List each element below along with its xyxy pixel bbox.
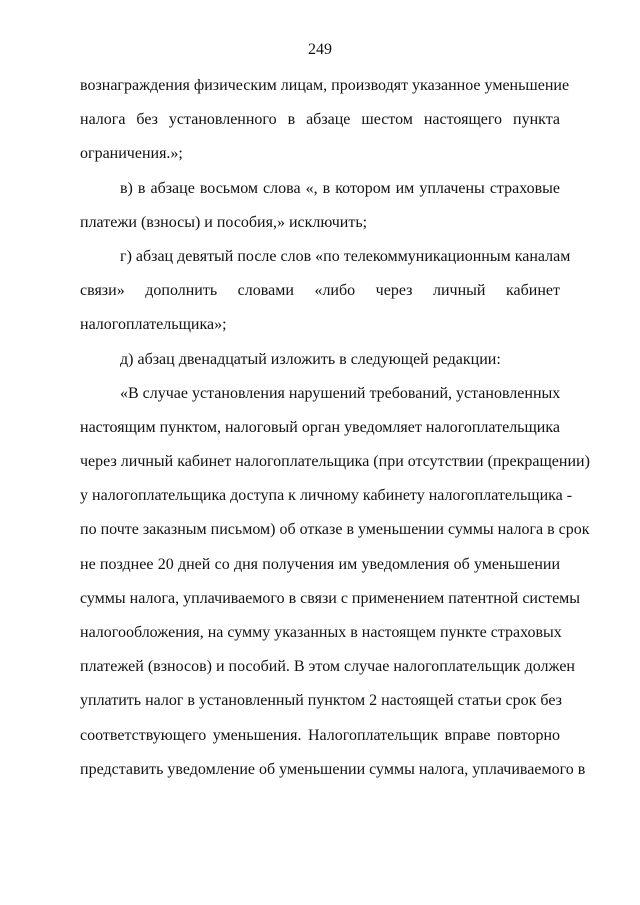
text-line: в) в абзаце восьмом слова «, в котором им уплачены страховые	[120, 179, 560, 197]
text-line: представить уведомление об уменьшении суммы налога, уплачиваемого в	[80, 760, 586, 778]
text-line: соответствующего уменьшения. Налогоплательщик вправе повторно	[80, 726, 560, 744]
text-line: г) абзац девятый после слов «по телекоммуникационным каналам	[120, 247, 571, 265]
text-line: налога без установленного в абзаце шестом настоящего пункта	[80, 111, 560, 129]
text-line: налогоплательщика»;	[80, 316, 227, 334]
text-line: налогообложения, на сумму указанных в настоящем пункте страховых	[80, 624, 562, 641]
page-number: 249	[308, 41, 332, 58]
text-line: связи» дополнить словами «либо через личный кабинет	[80, 282, 560, 300]
text-line: у налогоплательщика доступа к личному кабинету налогоплательщика -	[80, 487, 573, 505]
text-line: не позднее 20 дней со дня получения им уведомления об уменьшении	[80, 555, 560, 573]
text-line: «В случае установления нарушений требований, установленных	[120, 384, 561, 402]
text-line: по почте заказным письмом) об отказе в уменьшении суммы налога в срок	[80, 521, 590, 539]
text-line: настоящим пунктом, налоговый орган уведомляет налогоплательщика	[80, 418, 560, 436]
document-body	[80, 72, 590, 790]
text-line: д) абзац двенадцатый изложить в следующей редакции:	[120, 350, 501, 368]
text-line: вознаграждения физическим лицам, производят указанное уменьшение	[80, 77, 570, 94]
text-line: уплатить налог в установленный пунктом 2 настоящей статьи срок без	[80, 692, 562, 710]
text-line: через личный кабинет налогоплательщика (при отсутствии (прекращении)	[80, 453, 590, 471]
text-line: суммы налога, уплачиваемого в связи с применением патентной системы	[80, 589, 581, 607]
text-line: ограничения.»;	[80, 145, 183, 163]
text-line: платежей (взносов) и пособий. В этом случае налогоплательщик должен	[80, 658, 575, 676]
text-line: платежи (взносы) и пособия,» исключить;	[80, 213, 368, 231]
